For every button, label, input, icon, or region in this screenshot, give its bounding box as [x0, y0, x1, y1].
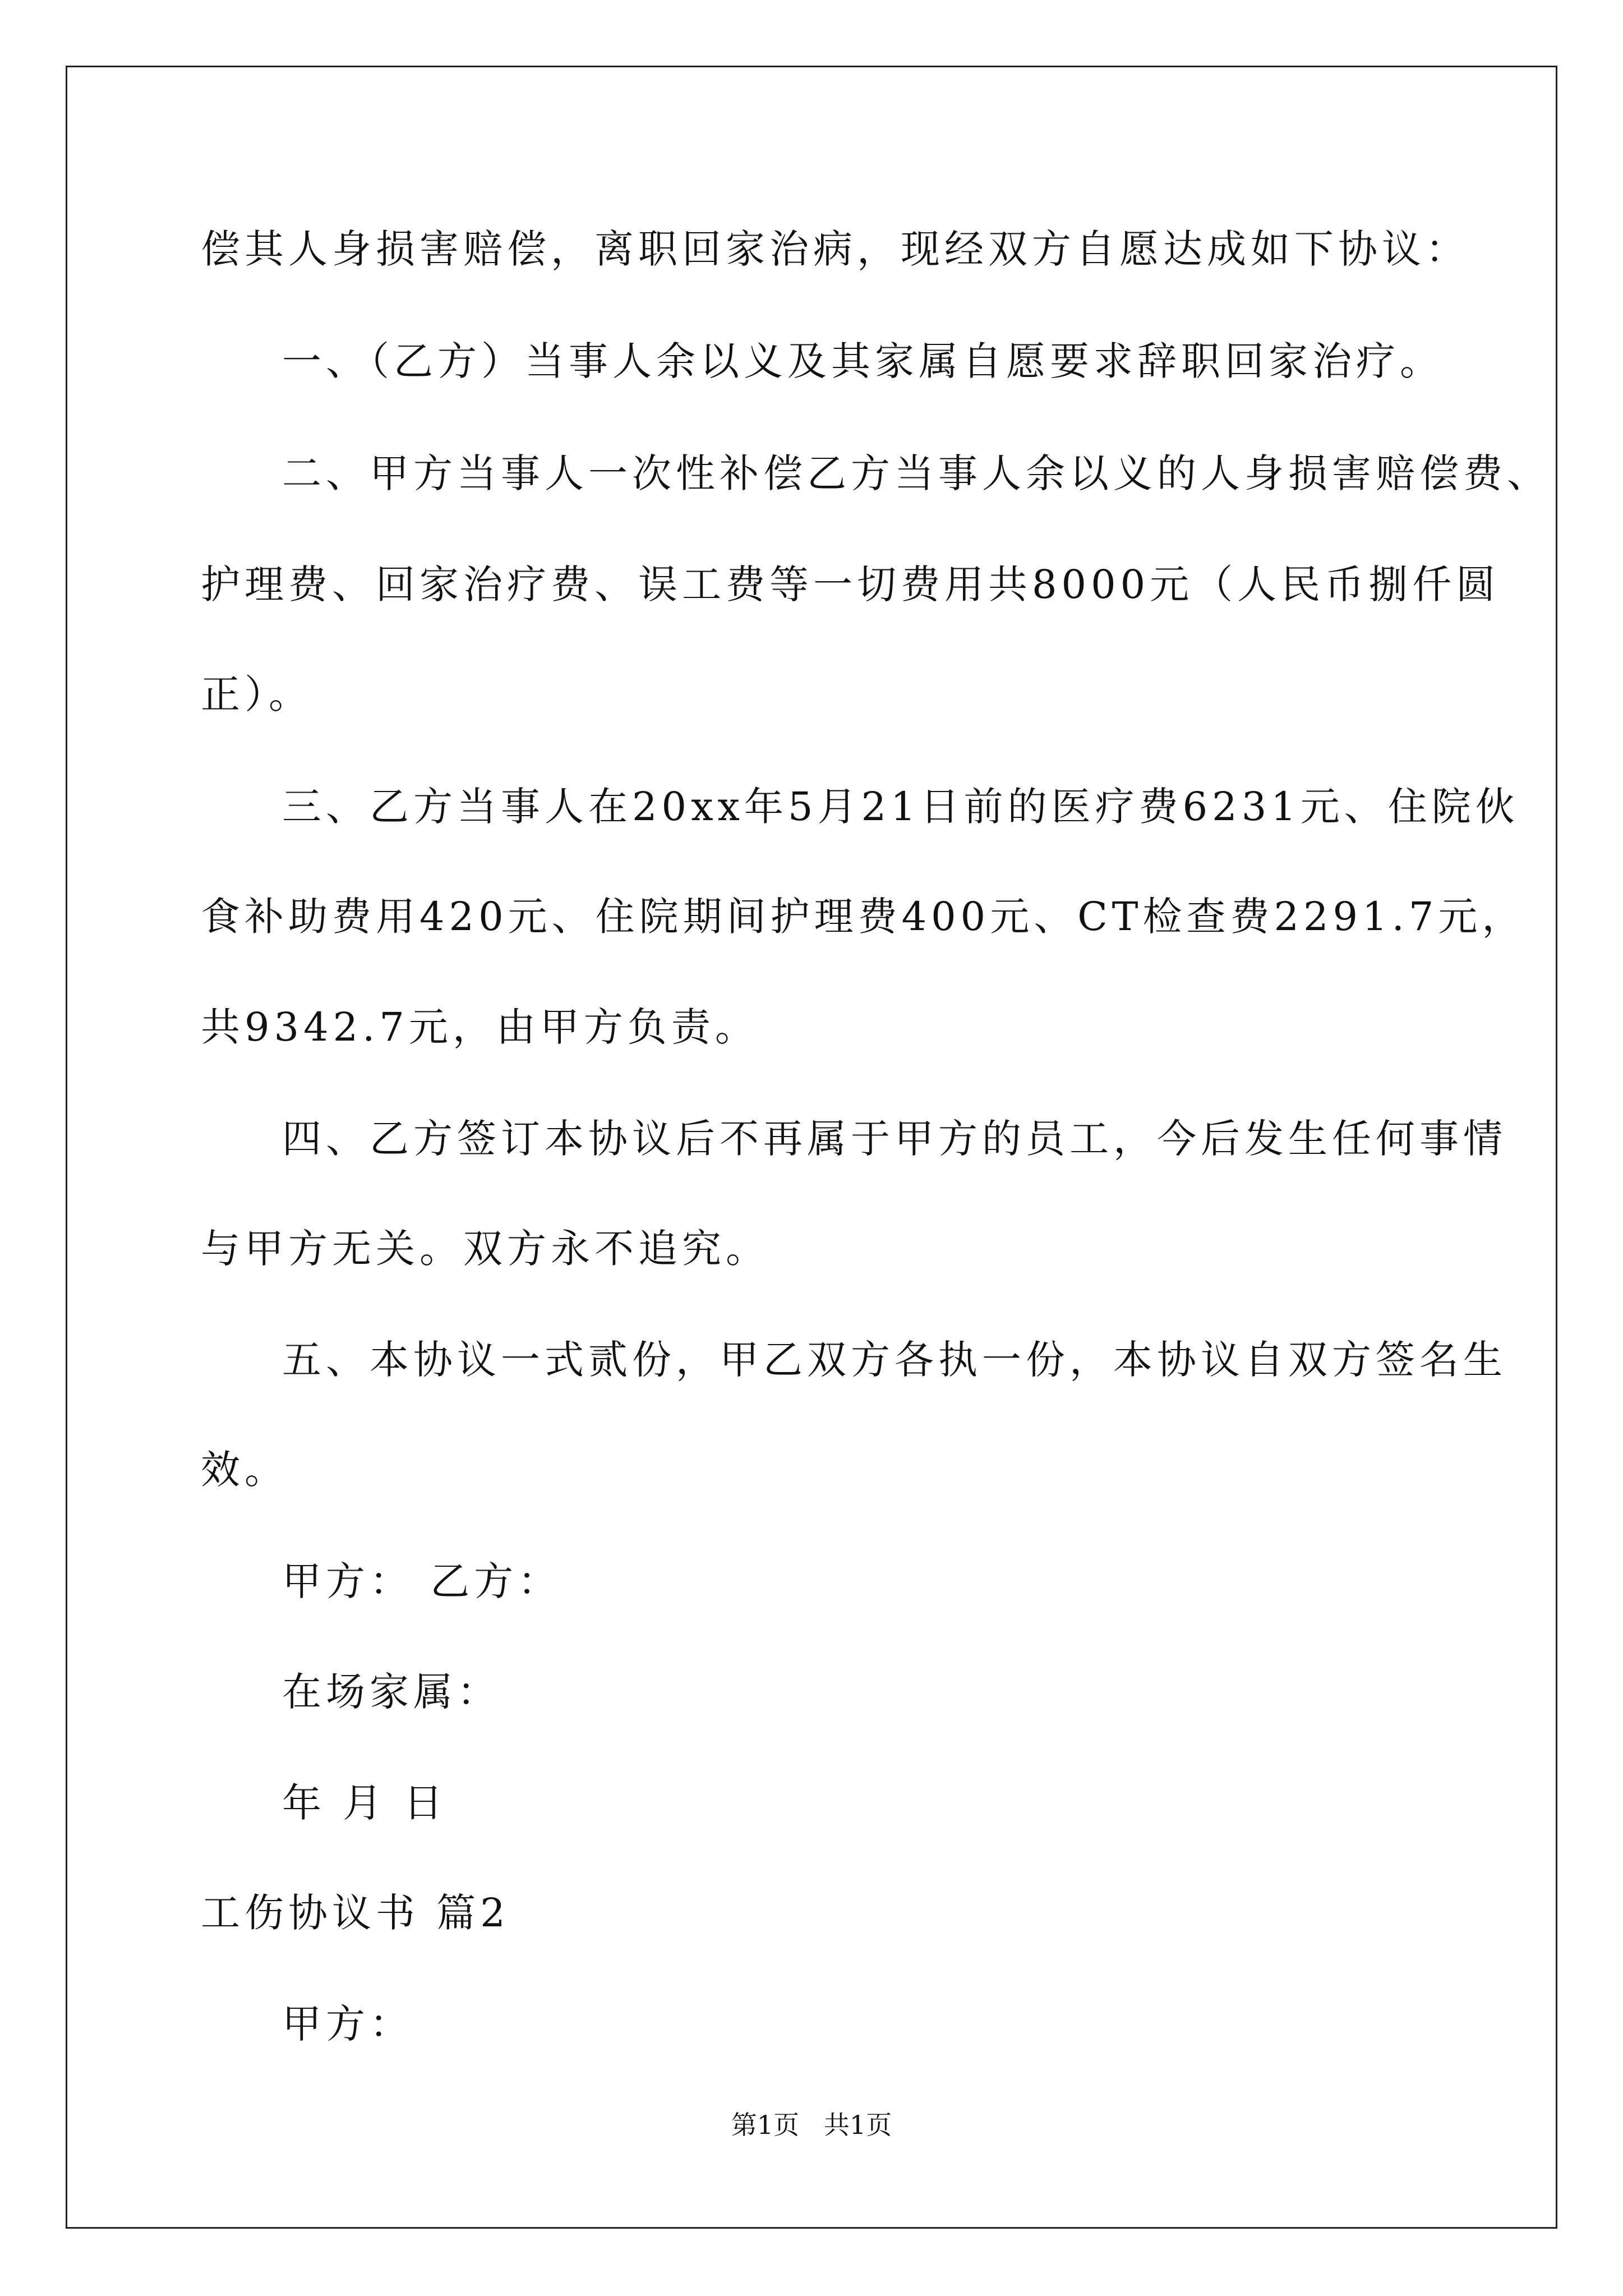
- clause-5-cont: 效。: [201, 1447, 288, 1493]
- signature-parties: 甲方： 乙方：: [282, 1558, 562, 1604]
- page-footer: 第1页 共1页: [731, 2110, 892, 2140]
- clause-4-cont: 与甲方无关。双方永不追究。: [201, 1226, 769, 1272]
- clause-2-cont-2: 正）。: [201, 671, 312, 717]
- party-a-label: 甲方：: [282, 2001, 413, 2047]
- clause-3-cont-2: 共9342.7元，由甲方负责。: [201, 1004, 759, 1050]
- section-title: 工伤协议书 篇2: [201, 1890, 510, 1936]
- clause-2-cont-1: 护理费、回家治疗费、误工费等一切费用共8000元（人民币捌仟圆: [201, 562, 1500, 608]
- clause-2: 二、甲方当事人一次性补偿乙方当事人余以义的人身损害赔偿费、: [282, 450, 1551, 496]
- paragraph-line-1: 偿其人身损害赔偿，离职回家治病，现经双方自愿达成如下协议：: [201, 226, 1469, 272]
- clause-5: 五、本协议一式贰份，甲乙双方各执一份，本协议自双方签名生: [282, 1337, 1507, 1383]
- clause-1: 一、（乙方）当事人余以义及其家属自愿要求辞职回家治疗。: [282, 338, 1444, 384]
- clause-3: 三、乙方当事人在20xx年5月21日前的医疗费6231元、住院伙: [282, 784, 1519, 830]
- clause-4: 四、乙方签订本协议后不再属于甲方的员工，今后发生任何事情: [282, 1116, 1507, 1162]
- clause-3-cont-1: 食补助费用420元、住院期间护理费400元、CT检查费2291.7元，: [201, 894, 1526, 940]
- signature-family: 在场家属：: [282, 1669, 501, 1715]
- signature-date: 年 月 日: [282, 1780, 448, 1826]
